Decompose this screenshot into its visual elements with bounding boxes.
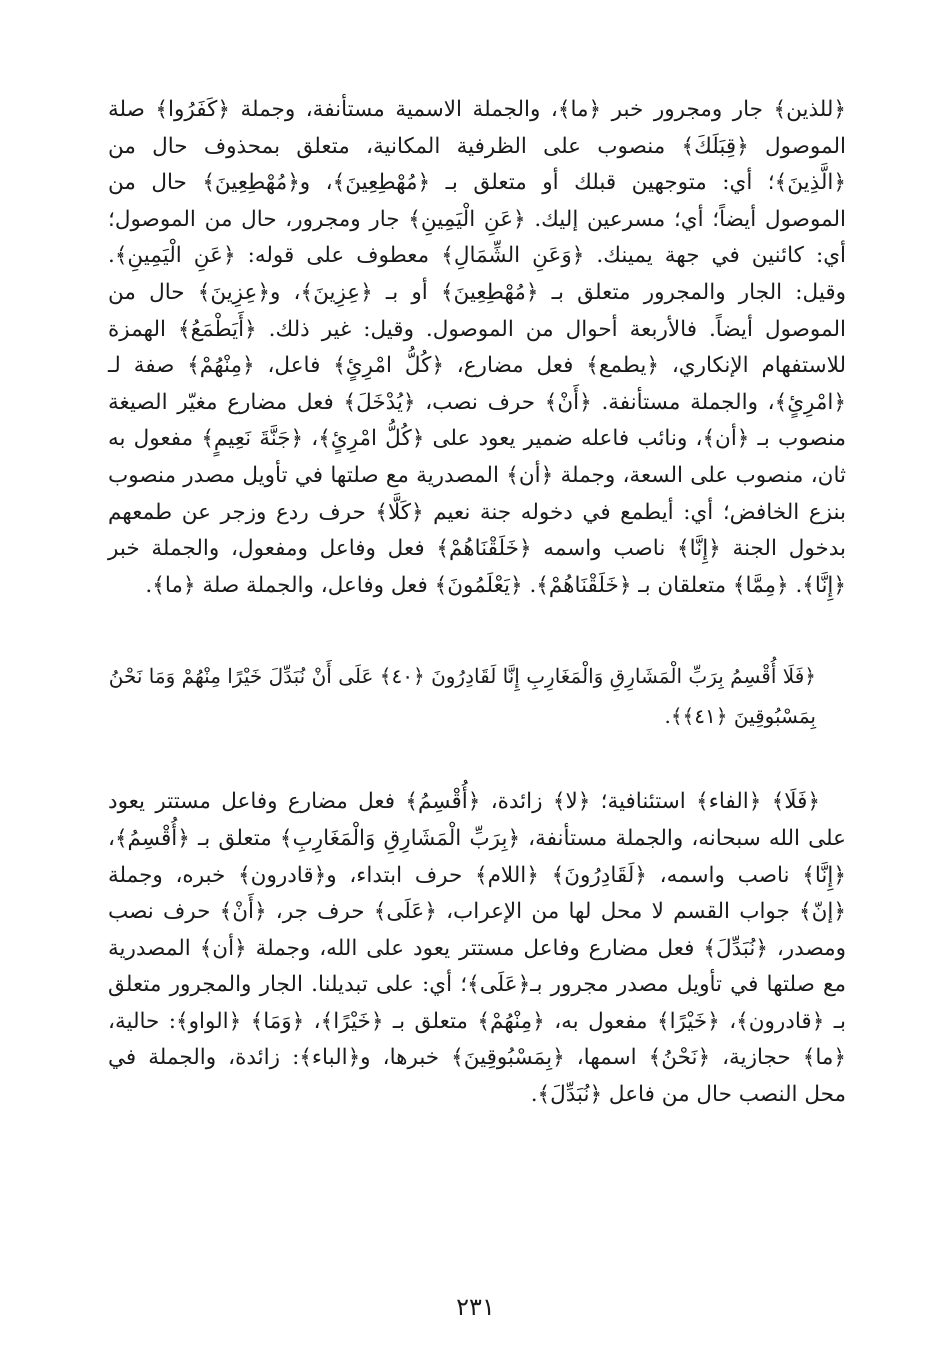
commentary-paragraph-2-text: ﴿فَلَا﴾ ﴿الفاء﴾ استئنافية؛ ﴿لا﴾ زائدة، ﴿أُقْسِمُ﴾ فعل مضارع وفاعل مستتر يعود على الله سبحانه، والجملة مستأنفة، ﴿بِرَبِّ الْمَشَارِقِ وَالْمَغَارِبِ﴾ متعلق بـ ﴿أُقْسِمُ﴾، ﴿إِنَّا﴾ ناصب واسمه، ﴿لَقَادِرُونَ﴾ ﴿اللام﴾ حرف ابتداء، و﴿قادرون﴾ خبره، وجملة ﴿إنّ﴾ جواب القسم لا محل لها من الإعراب، ﴿عَلَى﴾ حرف جر، ﴿أَنْ﴾ حرف نصب ومصدر، ﴿نُبَدِّلَ﴾ فعل مضارع وفاعل مستتر يعود على الله، وجملة ﴿أن﴾ المصدرية مع صلتها في تأويل مصدر مجرور بـ﴿عَلَى﴾؛ أي: على تبديلنا. الجار والمجرور متعلق بـ ﴿قادرون﴾، ﴿خَيْرًا﴾ مفعول به، ﴿مِنْهُمْ﴾ متعلق بـ ﴿خَيْرًا﴾، ﴿وَمَا﴾ ﴿الواو﴾: حالية، ﴿ما﴾ حجازية، ﴿نَحْنُ﴾ اسمها، ﴿بِمَسْبُوقِينَ﴾ خبرها، و﴿الباء﴾: زائدة، والجملة في محل النصب حال من فاعل ﴿نُبَدِّلَ﴾. (108, 789, 846, 1108)
commentary-paragraph-1: ﴿للذين﴾ جار ومجرور خبر ﴿ما﴾، والجملة الاسمية مستأنفة، وجملة ﴿كَفَرُوا﴾ صلة الموصول ﴿قِبَلَكَ﴾ منصوب على الظرفية المكانية، متعلق بمحذوف حال من ﴿الَّذِينَ﴾؛ أي: متوجهين قبلك أو متعلق بـ ﴿مُهْطِعِينَ﴾، و﴿مُهْطِعِينَ﴾ حال من الموصول أيضاً؛ أي؛ مسرعين إليك. ﴿عَنِ الْيَمِينِ﴾ جار ومجرور، حال من الموصول؛ أي: كائنين في جهة يمينك. ﴿وَعَنِ الشِّمَالِ﴾ معطوف على قوله: ﴿عَنِ الْيَمِينِ﴾. وقيل: الجار والمجرور متعلق بـ ﴿مُهْطِعِينَ﴾ أو بـ ﴿عِزِينَ﴾، و﴿عِزِينَ﴾ حال من الموصول أيضاً. فالأربعة أحوال من الموصول. وقيل: غير ذلك. ﴿أَيَطْمَعُ﴾ الهمزة للاستفهام الإنكاري، ﴿يطمع﴾ فعل مضارع، ﴿كُلُّ امْرِئٍ﴾ فاعل، ﴿مِنْهُمْ﴾ صفة لـ ﴿امْرِئٍ﴾، والجملة مستأنفة. ﴿أَنْ﴾ حرف نصب، ﴿يُدْخَلَ﴾ فعل مضارع مغيّر الصيغة منصوب بـ ﴿أن﴾، ونائب فاعله ضمير يعود على ﴿كُلُّ امْرِئٍ﴾، ﴿جَنَّةَ نَعِيمٍ﴾ مفعول به ثان، منصوب على السعة، وجملة ﴿أن﴾ المصدرية مع صلتها في تأويل مصدر منصوب بنزع الخافض؛ أي: أيطمع في دخوله جنة نعيم ﴿كَلَّا﴾ حرف ردع وزجر عن طمعهم بدخول الجنة ﴿إِنَّا﴾ ناصب واسمه ﴿خَلَقْنَاهُمْ﴾ فعل وفاعل ومفعول، والجملة خبر ﴿إِنَّا﴾. ﴿مِمَّا﴾ متعلقان بـ ﴿خَلَقْنَاهُمْ﴾. ﴿يَعْلَمُونَ﴾ فعل وفاعل، والجملة صلة ﴿ما﴾. (108, 97, 846, 598)
commentary-paragraph-2 (108, 784, 846, 1113)
quran-verse: ﴿فَلَا أُقْسِمُ بِرَبِّ الْمَشَارِقِ وَالْمَغَارِبِ إِنَّا لَقَادِرُونَ ﴿٤٠﴾ عَلَى أَنْ نُبَدِّلَ خَيْرًا مِنْهُمْ وَمَا نَحْنُ بِمَسْبُوقِينَ ﴿٤١﴾﴾. (108, 664, 816, 729)
page-number: ٢٣١ (456, 1293, 495, 1321)
page-body (108, 92, 846, 1114)
